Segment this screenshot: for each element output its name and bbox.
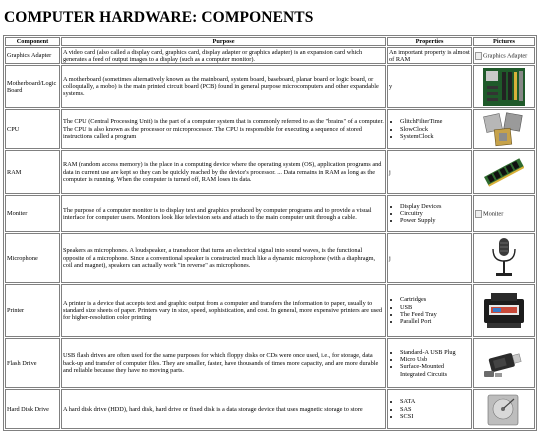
property-item: • Standard-A USB Plug [400, 349, 470, 356]
property-item: • Surface-Mounted Integrated Circuits [400, 363, 470, 378]
picture-alt-text: Graphics Adapter [483, 52, 528, 60]
component-name: Motherboard/Logic Board [5, 65, 60, 108]
component-purpose: USB flash drives are often used for the same purposes for which floppy disks or CDs were once used, i.e., for storage, data back-up and transfer of computer files. They are smaller, faster, have thousands of times more capacity, and are more durable and reliable because they have no moving parts. [61, 338, 386, 388]
page-title: COMPUTER HARDWARE: COMPONENTS [4, 9, 314, 26]
flash-drive-icon [482, 343, 526, 383]
component-purpose: Speakers as microphones. A loudspeaker, a transducer that turns an electrical signal into sound waves, is the functional opposite of a microphone. Since a conventional speaker is constructed much like a dynamic microphone (with a diaphragm, coil and magnet), speakers can actually work "in reverse" as microphones. [61, 233, 386, 283]
component-name: CPU [5, 109, 60, 149]
column-header-properties: Properties [387, 37, 472, 46]
property-item: • Cartridges [400, 296, 470, 303]
component-picture [473, 195, 535, 232]
table-row [5, 284, 535, 337]
cpu-icon [481, 111, 527, 147]
picture-alt-text: Moniter [483, 210, 504, 218]
property-item: • SATA [400, 398, 470, 405]
component-purpose: RAM (random access memory) is the place in a computing device where the operating system (OS), application programs and data in current use are kept so they can be quickly reached by the device's processor. ... Data remains in RAM as long as the computer is running. When the computer is turned off, RAM loses its data. [61, 150, 386, 194]
component-properties [387, 389, 472, 429]
component-purpose: A printer is a device that accepts text and graphic output from a computer and transfers the information to paper, usually to standard size sheets of paper. Printers vary in size, speed, sophistication, and cost. In general, more expensive printers are used for higher-resolution color printing [61, 284, 386, 337]
component-properties: y [387, 65, 472, 108]
table-row [5, 47, 535, 64]
printer-icon [481, 289, 527, 333]
ram-icon [484, 157, 524, 187]
table-row [5, 233, 535, 283]
property-item: • GlitchFilterTime [400, 118, 470, 125]
component-name: Flash Drive [5, 338, 60, 388]
component-name: RAM [5, 150, 60, 194]
column-header-component: Component [5, 37, 60, 46]
table-row [5, 195, 535, 232]
component-properties [387, 338, 472, 388]
motherboard-icon [483, 68, 525, 106]
component-purpose: A video card (also called a display card, graphics card, display adapter or graphics adapter) is an expansion card which generates a feed of output images to a display (such as a computer monitor). [61, 47, 386, 64]
component-properties [387, 284, 472, 337]
table-header-row [5, 37, 535, 46]
component-properties [387, 109, 472, 149]
component-purpose: The purpose of a computer monitor is to display text and graphics produced by computer programs and to provide a visual interface for computer users. Monitors look like television sets and attach to the main computer unit through a cable. [61, 195, 386, 232]
components-table [3, 35, 537, 431]
table-row [5, 150, 535, 194]
table-row [5, 389, 535, 429]
column-header-purpose: Purpose [61, 37, 386, 46]
component-purpose: A hard disk drive (HDD), hard disk, hard drive or fixed disk is a data storage device that uses magnetic storage to store [61, 389, 386, 429]
property-item: • SAS [400, 406, 470, 413]
property-item: • Power Supply [400, 217, 470, 224]
component-name: Printer [5, 284, 60, 337]
component-picture [473, 284, 535, 337]
component-picture [473, 109, 535, 149]
component-name: Hard Disk Drive [5, 389, 60, 429]
table-row [5, 109, 535, 149]
component-properties: An important property is almost of RAM [387, 47, 472, 64]
component-picture [473, 65, 535, 108]
component-properties: j [387, 150, 472, 194]
property-item: • Display Devices [400, 203, 470, 210]
property-item: • The Feed Tray [400, 311, 470, 318]
component-picture [473, 47, 535, 64]
component-name: Graphics Adapter [5, 47, 60, 64]
property-item: • Parallel Port [400, 318, 470, 325]
hard-drive-icon [484, 391, 524, 427]
component-properties: j [387, 233, 472, 283]
component-picture [473, 233, 535, 283]
broken-image-icon [475, 210, 533, 218]
component-picture [473, 338, 535, 388]
property-item: • SystemClock [400, 133, 470, 140]
component-name: Moniter [5, 195, 60, 232]
broken-image-icon [475, 52, 533, 60]
table-row [5, 65, 535, 108]
component-properties [387, 195, 472, 232]
property-item: • USB [400, 304, 470, 311]
component-purpose: A motherboard (sometimes alternatively known as the mainboard, system board, baseboard, planar board or logic board, or colloquially, a mobo) is the main printed circuit board (PCB) found in general purpose microcomputers and other expandable systems. [61, 65, 386, 108]
component-picture [473, 150, 535, 194]
component-picture [473, 389, 535, 429]
property-item: • SlowClock [400, 126, 470, 133]
column-header-pictures: Pictures [473, 37, 535, 46]
property-item: • SCSI [400, 413, 470, 420]
component-purpose: The CPU (Central Processing Unit) is the part of a computer system that is commonly referred to as the "brains" of a computer. The CPU is also known as the processor or microprocessor. The CPU is responsible for executing a sequence of stored instructions called a program [61, 109, 386, 149]
property-item: • Circuitry [400, 210, 470, 217]
component-name: Microphone [5, 233, 60, 283]
microphone-icon [487, 235, 521, 281]
table-row [5, 338, 535, 388]
property-item: • Micro Usb [400, 356, 470, 363]
